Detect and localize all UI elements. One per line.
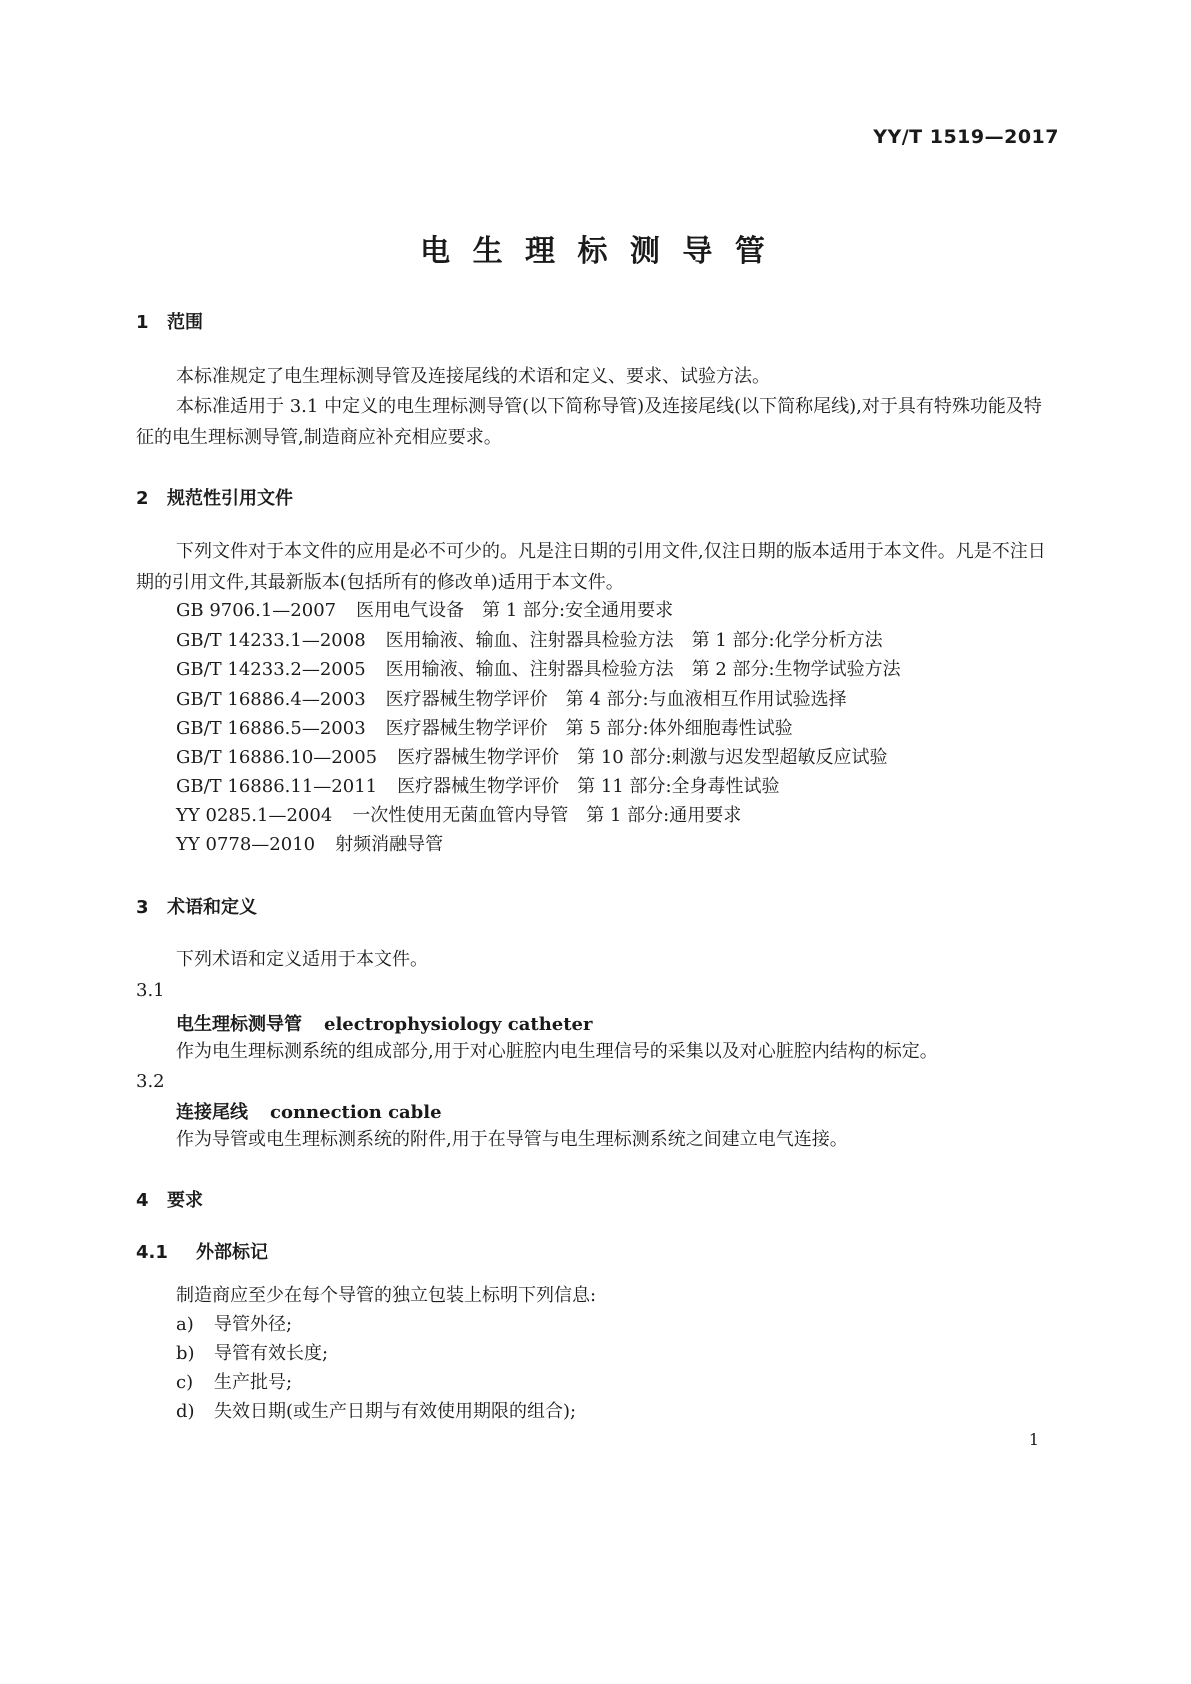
standard-code: YY/T 1519—2017 [873,126,1059,148]
section-title: 要求 [167,1190,203,1211]
list-label: c) [176,1372,194,1393]
term-cn: 电生理标测导管 [176,1014,302,1035]
list-label: a) [176,1314,194,1335]
subsection-4-1-heading [136,1238,268,1264]
reference-title: 医疗器械生物学评价 第 4 部分:与血液相互作用试验选择 [385,689,847,710]
subsection-title: 外部标记 [196,1242,268,1263]
reference-item [176,829,1056,860]
reference-title: 医疗器械生物学评价 第 10 部分:刺激与迟发型超敏反应试验 [397,747,888,768]
list-item [176,1338,328,1369]
section-number: 3 [136,897,149,918]
document-title: 电 生 理 标 测 导 管 [420,234,771,269]
reference-code: GB/T 14233.2—2005 [176,659,366,680]
list-text: 导管外径; [214,1314,293,1335]
section-number: 4 [136,1190,149,1211]
list-item [176,1367,292,1398]
reference-item [176,800,1056,831]
reference-code: GB/T 16886.4—2003 [176,689,366,710]
section-title: 规范性引用文件 [167,488,293,509]
list-text: 导管有效长度; [214,1343,329,1364]
reference-code: GB/T 14233.1—2008 [176,630,366,651]
reference-title: 射频消融导管 [335,834,444,855]
paragraph: 本标准适用于 3.1 中定义的电生理标测导管(以下简称导管)及连接尾线(以下简称尾线),对于具有特殊功能及特征的电生理标测导管,制造商应补充相应要求。 [136,396,1042,448]
subsection-number: 4.1 [136,1242,168,1263]
reference-title: 医用输液、输血、注射器具检验方法 第 2 部分:生物学试验方法 [385,659,901,680]
term-heading [176,1010,593,1036]
term-en: electrophysiology catheter [324,1014,593,1035]
term-number: 3.1 [136,980,165,1001]
paragraph: 下列术语和定义适用于本文件。 [176,949,428,970]
reference-item [176,654,1056,685]
reference-code: GB/T 16886.10—2005 [176,747,378,768]
list-text: 生产批号; [214,1372,293,1393]
reference-item [176,742,1056,773]
section-1-heading [136,308,203,334]
section-title: 范围 [167,312,203,333]
reference-item [176,625,1056,656]
paragraph: 本标准规定了电生理标测导管及连接尾线的术语和定义、要求、试验方法。 [176,366,770,387]
reference-code: GB/T 16886.5—2003 [176,718,366,739]
reference-code: YY 0778—2010 [176,834,316,855]
list-item [176,1396,576,1427]
section-4-heading [136,1186,203,1212]
reference-title: 医用电气设备 第 1 部分:安全通用要求 [356,600,674,621]
reference-title: 医用输液、输血、注射器具检验方法 第 1 部分:化学分析方法 [385,630,883,651]
list-item [176,1309,292,1340]
reference-title: 医疗器械生物学评价 第 11 部分:全身毒性试验 [397,776,780,797]
term-en: connection cable [270,1102,442,1123]
term-cn: 连接尾线 [176,1102,248,1123]
paragraph: 下列文件对于本文件的应用是必不可少的。凡是注日期的引用文件,仅注日期的版本适用于本文件。凡是不注日期的引用文件,其最新版本(包括所有的修改单)适用于本文件。 [136,541,1046,593]
term-heading [176,1098,442,1124]
list-label: d) [176,1401,195,1422]
reference-code: GB/T 16886.11—2011 [176,776,378,797]
term-definition: 作为电生理标测系统的组成部分,用于对心脏腔内电生理信号的采集以及对心脏腔内结构的标定。 [176,1041,938,1062]
page-number: 1 [1028,1430,1039,1449]
reference-item [176,713,1056,744]
term-number: 3.2 [136,1071,165,1092]
list-label: b) [176,1343,195,1364]
reference-title: 一次性使用无菌血管内导管 第 1 部分:通用要求 [352,805,742,826]
reference-item [176,771,1056,802]
section-number: 2 [136,488,149,509]
list-text: 失效日期(或生产日期与有效使用期限的组合); [214,1401,577,1422]
reference-title: 医疗器械生物学评价 第 5 部分:体外细胞毒性试验 [385,718,793,739]
reference-code: GB 9706.1—2007 [176,600,337,621]
term-definition: 作为导管或电生理标测系统的附件,用于在导管与电生理标测系统之间建立电气连接。 [176,1129,848,1150]
section-2-heading [136,484,293,510]
section-number: 1 [136,312,149,333]
reference-code: YY 0285.1—2004 [176,805,333,826]
paragraph: 制造商应至少在每个导管的独立包装上标明下列信息: [176,1285,597,1306]
section-3-heading [136,893,257,919]
section-title: 术语和定义 [167,897,257,918]
reference-item [176,684,1056,715]
reference-item [176,595,1056,626]
